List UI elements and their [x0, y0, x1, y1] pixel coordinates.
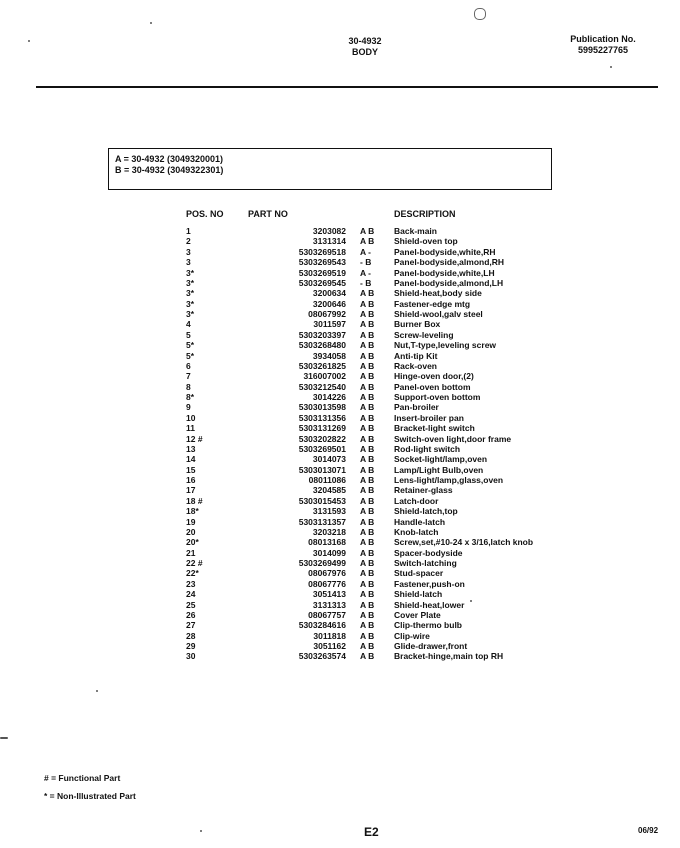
description-cell: Bracket-light switch — [394, 423, 475, 434]
scan-speck — [150, 22, 152, 24]
page-header-model — [330, 36, 400, 58]
model-cell: A B — [360, 423, 375, 434]
table-row — [186, 299, 584, 309]
table-row — [186, 340, 584, 350]
model-cell: A B — [360, 454, 375, 465]
description-cell: Rack-oven — [394, 360, 437, 371]
description-cell: Switch-latching — [394, 558, 457, 568]
model-cell: A B — [360, 298, 375, 309]
description-cell: Anti-tip Kit — [394, 350, 438, 361]
model-cell: A B — [360, 547, 375, 558]
table-row — [186, 361, 584, 371]
part-number-cell: 08067992 — [308, 309, 346, 319]
legend-non-illustrated: * = Non-Illustrated Part — [44, 791, 136, 801]
model-cell: A B — [360, 381, 375, 392]
publication-block — [548, 34, 658, 56]
description-cell: Bracket-hinge,main top RH — [394, 651, 504, 662]
description-cell: Nut,T-type,leveling screw — [394, 340, 497, 351]
part-number-cell: 3204585 — [312, 485, 346, 496]
pos-cell: 10 — [186, 412, 196, 423]
model-cell: A B — [360, 226, 375, 236]
part-number-cell: 3200646 — [312, 298, 346, 309]
model-cell: A B — [360, 641, 375, 651]
description-cell: Handle-latch — [394, 516, 446, 527]
model-cell: A B — [360, 319, 375, 330]
table-header-row — [186, 209, 584, 226]
description-cell: Shield-oven top — [394, 236, 458, 247]
model-cell: A B — [360, 568, 375, 579]
part-number-cell: 5303202822 — [298, 433, 346, 444]
pos-cell: 9 — [186, 402, 191, 413]
pos-cell: 3 — [186, 246, 191, 257]
description-cell: Socket-light/lamp,oven — [394, 454, 488, 465]
model-cell: A B — [360, 340, 375, 351]
table-row — [186, 496, 584, 506]
description-cell: Screw,set,#10-24 x 3/16,latch knob — [394, 537, 534, 548]
model-cell: A B — [360, 371, 375, 382]
table-row — [186, 236, 584, 246]
description-cell: Panel-bodyside,white,RH — [394, 246, 496, 257]
table-row — [186, 402, 584, 412]
table-row — [186, 589, 584, 599]
pos-cell: 7 — [186, 371, 191, 382]
model-cell: A B — [360, 537, 375, 548]
pos-cell: 4 — [186, 319, 191, 330]
part-number-cell: 5303013071 — [298, 464, 346, 475]
description-cell: Pan-broiler — [394, 402, 439, 413]
part-number-cell: 3011818 — [313, 630, 346, 641]
pos-cell: 26 — [186, 609, 196, 620]
model-cell: A B — [360, 329, 375, 340]
description-cell: Screw-leveling — [394, 329, 454, 340]
pos-cell: 11 — [186, 423, 195, 434]
pos-cell: 30 — [186, 651, 196, 662]
description-cell: Rod-light switch — [394, 443, 461, 454]
table-row — [186, 319, 584, 329]
model-cell: A B — [360, 558, 375, 568]
pos-cell: 3* — [186, 288, 195, 299]
legend-functional: # = Functional Part — [44, 773, 121, 783]
pos-cell: 12 # — [186, 433, 203, 444]
pos-cell: 16 — [186, 475, 196, 485]
pos-cell: 24 — [186, 589, 196, 600]
model-number: 30-4932 — [348, 36, 382, 46]
model-cell: A B — [360, 651, 375, 662]
section-title: BODY — [351, 47, 378, 57]
pos-cell: 22 # — [186, 558, 203, 568]
model-cell: A B — [360, 609, 375, 620]
model-cell: A B — [360, 589, 375, 600]
part-number-cell: 5303131269 — [298, 423, 346, 434]
part-number-cell: 08067976 — [308, 568, 346, 579]
pos-cell: 5* — [186, 340, 195, 351]
description-cell: Support-oven bottom — [394, 392, 481, 402]
model-cell: A B — [360, 630, 375, 641]
model-cell: A B — [360, 475, 375, 485]
publication-number: 5995227765 — [577, 45, 629, 55]
table-row — [186, 382, 584, 392]
model-cell: A B — [360, 236, 375, 247]
scan-speck — [200, 830, 202, 832]
pos-cell: 2 — [186, 236, 191, 247]
pos-cell: 5 — [186, 329, 191, 340]
scan-speck — [470, 600, 472, 602]
table-row — [186, 257, 584, 267]
pos-cell: 20* — [186, 537, 199, 548]
table-row — [186, 579, 584, 589]
part-number-cell: 3934058 — [312, 350, 346, 361]
model-cell: A B — [360, 578, 375, 589]
model-cell: - B — [360, 277, 372, 288]
model-cell: A B — [360, 599, 375, 610]
model-cell: A B — [360, 620, 375, 631]
part-number-cell: 3203218 — [312, 526, 346, 537]
model-key-box — [108, 148, 552, 190]
part-number-cell: 3131314 — [312, 236, 346, 247]
parts-table — [186, 209, 584, 662]
part-number-cell: 3014099 — [312, 547, 346, 558]
part-number-cell: 3011597 — [313, 319, 346, 330]
pos-cell: 3* — [186, 267, 195, 278]
model-cell: A B — [360, 516, 375, 527]
part-number-cell: 5303269545 — [298, 277, 346, 288]
table-row — [186, 434, 584, 444]
part-number-cell: 08011086 — [308, 475, 346, 485]
page-date: 06/92 — [638, 826, 659, 835]
page-number: E2 — [364, 825, 379, 839]
description-cell: Retainer-glass — [394, 485, 453, 496]
part-number-cell: 5303263574 — [298, 651, 346, 662]
model-cell: A B — [360, 350, 375, 361]
part-number-cell: 08067757 — [308, 609, 346, 620]
table-row — [186, 268, 584, 278]
part-number-cell: 5303212540 — [298, 381, 346, 392]
part-number-cell: 5303015453 — [298, 495, 346, 506]
table-row — [186, 548, 584, 558]
table-row — [186, 413, 584, 423]
table-row — [186, 485, 584, 495]
pos-cell: 5* — [186, 350, 195, 361]
pos-cell: 25 — [186, 599, 196, 610]
pos-cell: 29 — [186, 641, 196, 651]
model-cell: A B — [360, 360, 375, 371]
table-row — [186, 288, 584, 298]
table-row — [186, 651, 584, 661]
table-row — [186, 278, 584, 288]
model-cell: A B — [360, 392, 375, 402]
part-number-cell: 08013168 — [308, 537, 346, 548]
model-cell: A B — [360, 309, 375, 319]
parts-table-body — [186, 226, 584, 662]
part-number-cell: 5303269543 — [298, 257, 346, 268]
part-number-cell: 5303284616 — [298, 620, 346, 631]
pos-cell: 3* — [186, 298, 195, 309]
pos-cell: 3* — [186, 277, 195, 288]
model-cell: A - — [360, 246, 372, 257]
scan-speck — [474, 8, 486, 20]
description-cell: Stud-spacer — [394, 568, 444, 579]
column-header-part: PART NO — [248, 209, 288, 219]
table-row — [186, 600, 584, 610]
part-number-cell: 08067776 — [308, 578, 346, 589]
table-row — [186, 620, 584, 630]
part-number-cell: 5303203397 — [298, 329, 346, 340]
scan-speck — [610, 66, 612, 68]
table-row — [186, 226, 584, 236]
description-cell: Clip-wire — [394, 630, 430, 641]
part-number-cell: 5303131357 — [298, 516, 346, 527]
publication-label: Publication No. — [570, 34, 636, 44]
part-number-cell: 3203082 — [312, 226, 346, 236]
table-row — [186, 475, 584, 485]
pos-cell: 18 # — [186, 495, 203, 506]
table-row — [186, 444, 584, 454]
part-number-cell: 5303268480 — [298, 340, 346, 351]
part-number-cell: 5303269519 — [298, 267, 346, 278]
part-number-cell: 5303269501 — [298, 443, 346, 454]
description-cell: Lens-light/lamp,glass,oven — [394, 475, 504, 485]
description-cell: Glide-drawer,front — [394, 641, 468, 651]
model-cell: A B — [360, 485, 375, 496]
description-cell: Fastener-edge mtg — [394, 298, 471, 309]
table-row — [186, 371, 584, 381]
pos-cell: 8* — [186, 392, 195, 402]
model-key-b: B = 30-4932 (3049322301) — [115, 165, 224, 175]
pos-cell: 28 — [186, 630, 196, 641]
description-cell: Panel-oven bottom — [394, 381, 471, 392]
description-cell: Spacer-bodyside — [394, 547, 463, 558]
table-row — [186, 631, 584, 641]
pos-cell: 19 — [186, 516, 196, 527]
pos-cell: 27 — [186, 620, 196, 631]
part-number-cell: 3014226 — [312, 392, 346, 402]
pos-cell: 15 — [186, 464, 196, 475]
part-number-cell: 5303261825 — [298, 360, 346, 371]
table-row — [186, 558, 584, 568]
description-cell: Latch-door — [394, 495, 439, 506]
part-number-cell: 3131313 — [312, 599, 346, 610]
table-row — [186, 568, 584, 578]
pos-cell: 21 — [186, 547, 196, 558]
pos-cell: 3 — [186, 257, 191, 268]
model-cell: A B — [360, 443, 375, 454]
table-row — [186, 247, 584, 257]
model-cell: - B — [360, 257, 372, 268]
header-divider — [36, 86, 658, 88]
table-row — [186, 537, 584, 547]
description-cell: Insert-broiler pan — [394, 412, 464, 423]
model-cell: A B — [360, 402, 375, 413]
part-number-cell: 3131593 — [312, 506, 346, 517]
part-number-cell: 5303013598 — [298, 402, 346, 413]
description-cell: Knob-latch — [394, 526, 439, 537]
model-key-a: A = 30-4932 (3049320001) — [115, 154, 223, 164]
part-number-cell: 3200634 — [312, 288, 346, 299]
model-cell: A B — [360, 433, 375, 444]
part-number-cell: 316007002 — [303, 371, 346, 382]
column-header-description: DESCRIPTION — [394, 209, 456, 219]
model-cell: A B — [360, 412, 375, 423]
description-cell: Shield-wool,galv steel — [394, 309, 483, 319]
description-cell: Switch-oven light,door frame — [394, 433, 512, 444]
description-cell: Panel-bodyside,almond,RH — [394, 257, 505, 268]
pos-cell: 8 — [186, 381, 191, 392]
pos-cell: 17 — [186, 485, 196, 496]
description-cell: Shield-heat,lower — [394, 599, 465, 610]
column-header-pos: POS. NO — [186, 209, 224, 219]
description-cell: Hinge-oven door,(2) — [394, 371, 474, 382]
description-cell: Burner Box — [394, 319, 441, 330]
pos-cell: 1 — [186, 226, 191, 236]
description-cell: Clip-thermo bulb — [394, 620, 462, 631]
table-row — [186, 641, 584, 651]
table-row — [186, 351, 584, 361]
model-cell: A B — [360, 288, 375, 299]
description-cell: Panel-bodyside,almond,LH — [394, 277, 504, 288]
table-row — [186, 517, 584, 527]
part-number-cell: 3014073 — [312, 454, 346, 465]
part-number-cell: 5303131356 — [298, 412, 346, 423]
pos-cell: 3* — [186, 309, 195, 319]
part-number-cell: 5303269499 — [298, 558, 346, 568]
table-row — [186, 423, 584, 433]
pos-cell: 18* — [186, 506, 199, 517]
model-cell: A B — [360, 495, 375, 506]
table-row — [186, 506, 584, 516]
description-cell: Fastener,push-on — [394, 578, 465, 589]
description-cell: Back-main — [394, 226, 437, 236]
table-row — [186, 309, 584, 319]
model-cell: A - — [360, 267, 372, 278]
pos-cell: 22* — [186, 568, 199, 579]
table-row — [186, 454, 584, 464]
scan-speck — [96, 690, 98, 692]
description-cell: Shield-latch,top — [394, 506, 458, 517]
part-number-cell: 3051162 — [313, 641, 346, 651]
pos-cell: 14 — [186, 454, 196, 465]
pos-cell: 23 — [186, 578, 196, 589]
table-row — [186, 610, 584, 620]
pos-cell: 13 — [186, 443, 196, 454]
description-cell: Panel-bodyside,white,LH — [394, 267, 495, 278]
description-cell: Shield-latch — [394, 589, 443, 600]
pos-cell: 20 — [186, 526, 196, 537]
description-cell: Cover Plate — [394, 609, 441, 620]
description-cell: Shield-heat,body side — [394, 288, 482, 299]
table-row — [186, 465, 584, 475]
table-row — [186, 392, 584, 402]
scan-speck — [0, 737, 8, 739]
model-cell: A B — [360, 526, 375, 537]
scan-speck — [28, 40, 30, 42]
part-number-cell: 5303269518 — [298, 246, 346, 257]
model-cell: A B — [360, 506, 375, 517]
description-cell: Lamp/Light Bulb,oven — [394, 464, 484, 475]
column-header-model — [360, 209, 394, 226]
table-row — [186, 330, 584, 340]
pos-cell: 6 — [186, 360, 191, 371]
part-number-cell: 3051413 — [312, 589, 346, 600]
model-cell: A B — [360, 464, 375, 475]
table-row — [186, 527, 584, 537]
